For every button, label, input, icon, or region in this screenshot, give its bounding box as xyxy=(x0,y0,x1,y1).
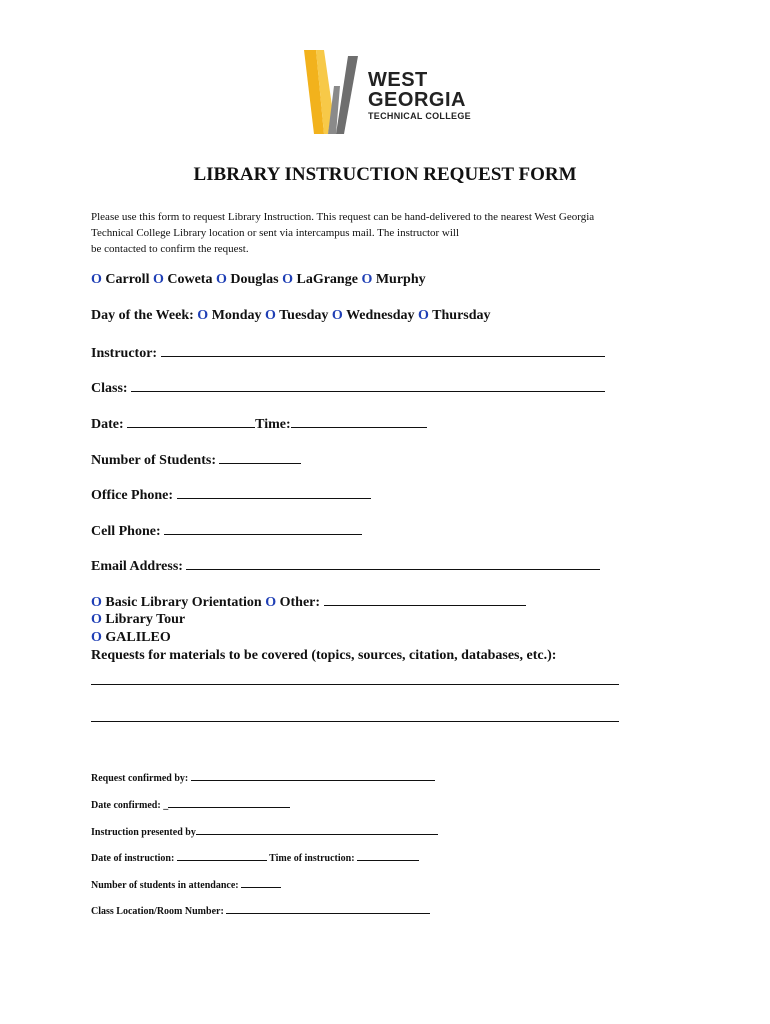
day-label: Day of the Week: xyxy=(91,308,194,323)
location-label: Class Location/Room Number: xyxy=(91,906,224,917)
campus-options xyxy=(91,272,426,288)
library-tour-row xyxy=(91,612,185,628)
w-mark-icon xyxy=(300,46,370,138)
date-of-instruction-label: Date of instruction: xyxy=(91,853,175,864)
num-students-row xyxy=(91,451,301,469)
radio-douglas[interactable]: O xyxy=(215,272,227,287)
radio-carroll[interactable]: O xyxy=(91,272,102,287)
cell-phone-field[interactable] xyxy=(164,522,362,535)
radio-thursday[interactable]: O xyxy=(418,308,429,323)
radio-other[interactable]: O xyxy=(265,595,277,610)
class-field[interactable] xyxy=(131,379,605,392)
request-confirmed-row xyxy=(91,771,435,784)
cell-phone-row xyxy=(91,522,362,540)
attendance-row xyxy=(91,878,281,891)
date-confirmed-field[interactable] xyxy=(168,798,290,808)
date-time-row xyxy=(91,415,427,433)
class-label: Class: xyxy=(91,381,128,396)
basic-orientation-label: Basic Library Orientation xyxy=(105,595,262,610)
campus-coweta-label: Coweta xyxy=(167,272,213,287)
materials-line-1[interactable] xyxy=(91,684,619,685)
radio-basic-orientation[interactable]: O xyxy=(91,595,102,610)
radio-monday[interactable]: O xyxy=(197,308,209,323)
campus-lagrange-label: LaGrange xyxy=(296,272,358,287)
basic-other-row xyxy=(91,593,526,611)
intro-line: be contacted to confirm the request. xyxy=(91,243,249,255)
location-row xyxy=(91,904,430,917)
campus-carroll-label: Carroll xyxy=(105,272,150,287)
galileo-row xyxy=(91,630,171,646)
num-students-label: Number of Students: xyxy=(91,453,216,468)
radio-library-tour[interactable]: O xyxy=(91,612,102,627)
office-phone-field[interactable] xyxy=(177,486,371,499)
radio-coweta[interactable]: O xyxy=(152,272,164,287)
office-phone-label: Office Phone: xyxy=(91,488,174,503)
college-logo xyxy=(300,46,480,138)
date-confirmed-label: Date confirmed: _ xyxy=(91,800,169,811)
day-tuesday-label: Tuesday xyxy=(279,308,329,323)
office-phone-row xyxy=(91,486,371,504)
materials-line-2[interactable] xyxy=(91,721,619,722)
location-field[interactable] xyxy=(226,904,430,914)
radio-galileo[interactable]: O xyxy=(91,630,102,645)
time-of-instruction-label: Time of instruction: xyxy=(269,853,355,864)
campus-douglas-label: Douglas xyxy=(230,272,279,287)
logo-line-technical-college: TECHNICAL COLLEGE xyxy=(368,111,471,121)
instruction-date-time-row xyxy=(91,851,419,864)
presented-by-row xyxy=(91,825,438,838)
radio-tuesday[interactable]: O xyxy=(264,308,276,323)
logo-line-west: WEST xyxy=(368,69,428,91)
campus-murphy-label: Murphy xyxy=(375,272,426,287)
radio-wednesday[interactable]: O xyxy=(331,308,343,323)
class-row xyxy=(91,379,605,397)
attendance-label: Number of students in attendance: xyxy=(91,880,239,891)
request-confirmed-field[interactable] xyxy=(191,771,435,781)
day-options xyxy=(91,308,491,324)
logo-wordmark xyxy=(368,70,471,122)
materials-label: Requests for materials to be covered (topics, sources, citation, databases, etc.): xyxy=(91,648,557,663)
logo-line-georgia: GEORGIA xyxy=(368,89,466,111)
day-monday-label: Monday xyxy=(211,308,262,323)
radio-lagrange[interactable]: O xyxy=(282,272,293,287)
num-students-field[interactable] xyxy=(219,451,301,464)
library-tour-label: Library Tour xyxy=(105,612,186,627)
email-field[interactable] xyxy=(186,557,600,570)
time-of-instruction-field[interactable] xyxy=(357,851,419,861)
request-confirmed-label: Request confirmed by: xyxy=(91,773,189,784)
intro-paragraph xyxy=(91,209,681,257)
attendance-field[interactable] xyxy=(241,878,281,888)
page-title: LIBRARY INSTRUCTION REQUEST FORM xyxy=(193,164,577,185)
time-field[interactable] xyxy=(291,415,427,428)
email-row xyxy=(91,557,600,575)
email-label: Email Address: xyxy=(91,559,183,574)
cell-phone-label: Cell Phone: xyxy=(91,524,161,539)
galileo-label: GALILEO xyxy=(105,630,171,645)
intro-line: Please use this form to request Library Instruction. This request can be hand-delivered to the nearest West Georgia xyxy=(91,211,595,223)
radio-murphy[interactable]: O xyxy=(361,272,373,287)
presented-by-label: Instruction presented by xyxy=(91,827,196,838)
date-of-instruction-field[interactable] xyxy=(177,851,267,861)
date-field[interactable] xyxy=(127,415,255,428)
other-label: Other: xyxy=(279,595,321,610)
date-confirmed-row xyxy=(91,798,290,811)
date-label: Date: xyxy=(91,417,124,432)
time-label: Time: xyxy=(255,417,291,432)
instructor-row xyxy=(91,344,605,362)
instructor-field[interactable] xyxy=(161,344,605,357)
instructor-label: Instructor: xyxy=(91,346,158,361)
day-thursday-label: Thursday xyxy=(432,308,491,323)
presented-by-field[interactable] xyxy=(196,825,438,835)
day-wednesday-label: Wednesday xyxy=(346,308,415,323)
intro-line: Technical College Library location or sent via intercampus mail. The instructor will xyxy=(91,227,460,239)
other-field[interactable] xyxy=(324,593,526,606)
